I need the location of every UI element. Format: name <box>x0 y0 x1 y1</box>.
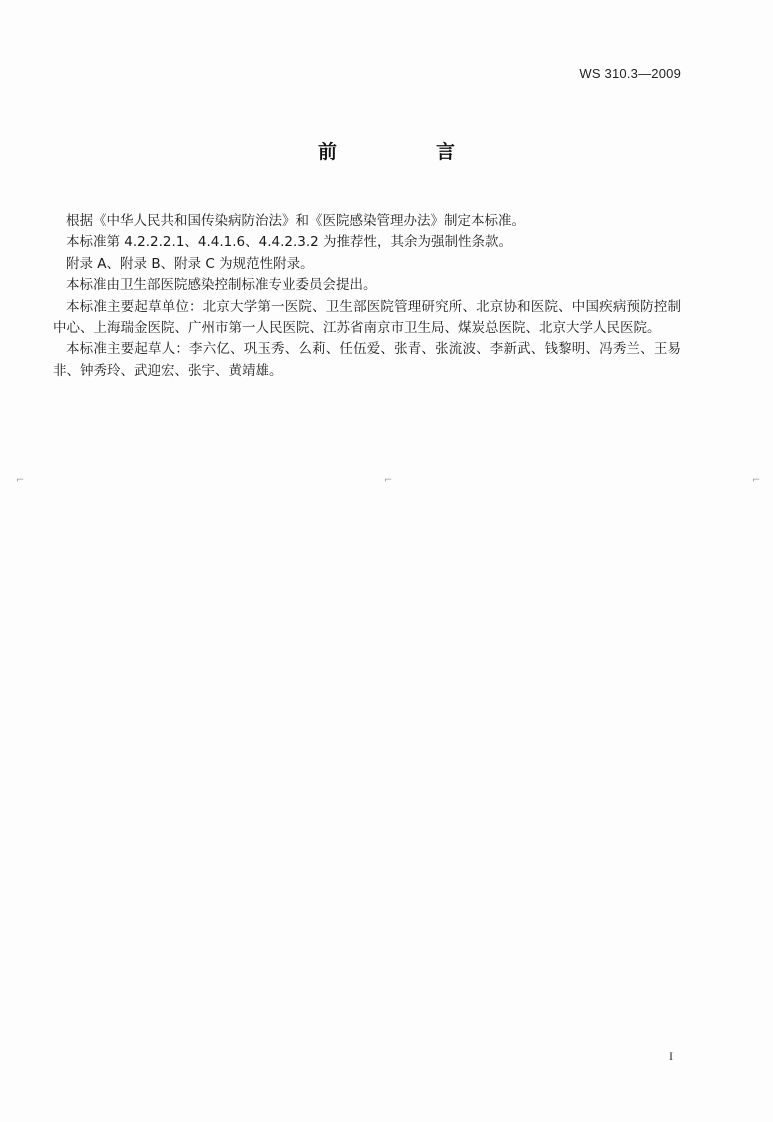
scan-mark-center: ⌐ <box>384 475 393 486</box>
scan-mark-left: ⌐ <box>16 475 25 486</box>
standard-code: WS 310.3—2009 <box>579 66 681 81</box>
paragraph-drafting-units: 本标准主要起草单位：北京大学第一医院、卫生部医院管理研究所、北京协和医院、中国疾病预防控制中心、上海瑞金医院、广州市第一人民医院、江苏省南京市卫生局、煤炭总医院、北京大学人民医院。 <box>53 298 681 337</box>
page-title: 前 言 <box>317 141 495 163</box>
page-number: I <box>669 1049 673 1063</box>
paragraph-recommended-clauses: 本标准第 4.2.2.2.1、4.4.1.6、4.4.2.3.2 为推荐性，其余为强制性条款。 <box>66 234 513 251</box>
paragraph-proposer: 本标准由卫生部医院感染控制标准专业委员会提出。 <box>66 277 377 294</box>
foreword-body <box>53 211 681 382</box>
paragraph-legal-basis: 根据《中华人民共和国传染病防治法》和《医院感染管理办法》制定本标准。 <box>66 213 525 229</box>
scan-mark-right: ⌐ <box>752 475 761 486</box>
paragraph-appendices: 附录 A、附录 B、附录 C 为规范性附录。 <box>66 255 314 272</box>
paragraph-drafters: 本标准主要起草人：李六亿、巩玉秀、么莉、任伍爱、张青、张流波、李新武、钱黎明、冯秀兰、王易非、钟秀玲、武迎宏、张宇、黄靖雄。 <box>53 341 681 379</box>
